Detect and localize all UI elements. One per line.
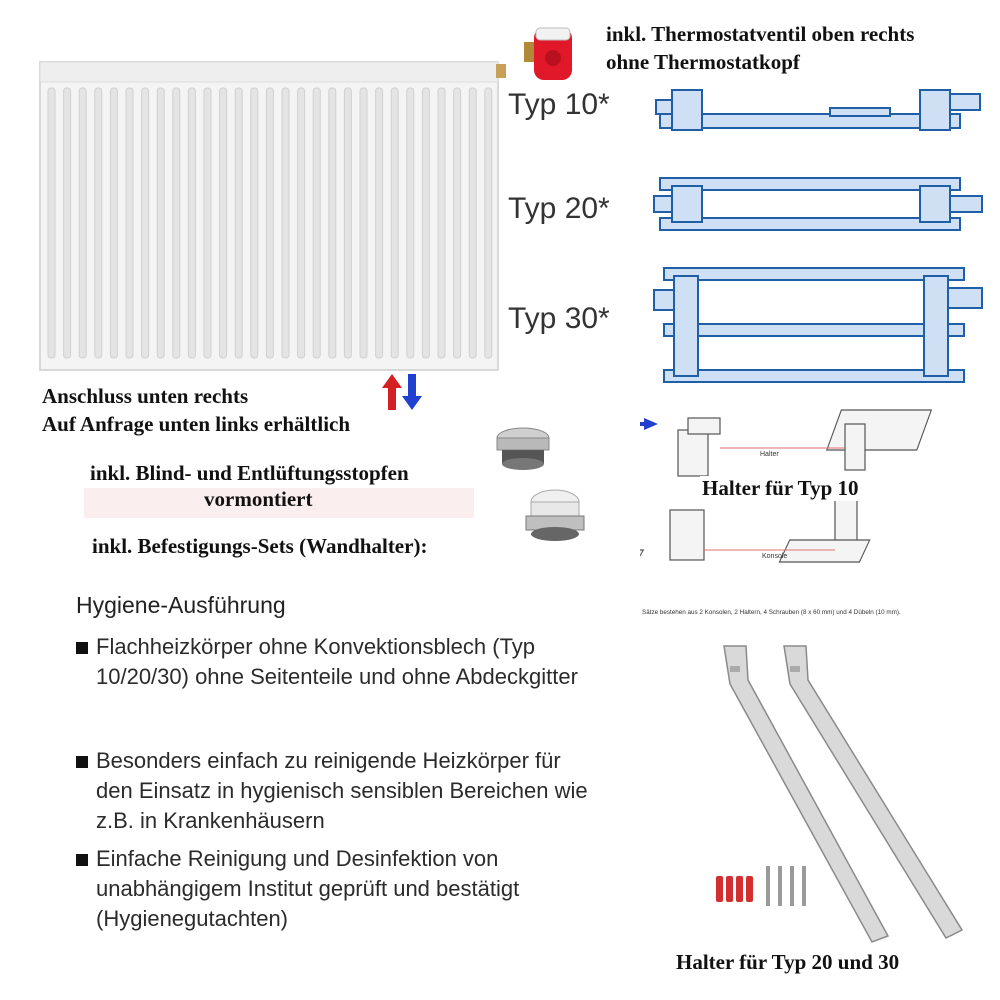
radiator-fin: [485, 88, 492, 358]
radiator-fin: [220, 88, 227, 358]
radiator-fin: [407, 88, 414, 358]
plugs-note-line2: vormontiert: [204, 487, 313, 511]
typ30-diagram: [650, 262, 990, 386]
radiator-fin: [64, 88, 71, 358]
blind-plug-image: [492, 424, 554, 472]
connection-arrows-icon: [380, 372, 428, 412]
radiator-fin: [48, 88, 55, 358]
plugs-note-line1: inkl. Blind- und Entlüftungsstopfen: [90, 461, 409, 485]
radiator-fin: [235, 88, 242, 358]
hygiene-bullet-3: Einfache Reinigung und Desinfektion von unabhängigem Institut geprüft und bestätigt (Hygienegutachten): [76, 844, 596, 934]
radiator-fin: [469, 88, 476, 358]
konsole-diagram-label: Konsole: [762, 553, 788, 560]
typ30-label: Typ 30*: [508, 302, 610, 335]
radiator-fin: [157, 88, 164, 358]
halter-diagram-label: Halter: [760, 451, 779, 458]
typ10-diagram: [650, 82, 990, 136]
radiator-fin: [204, 88, 211, 358]
radiator-fin: [376, 88, 383, 358]
typ10-label: Typ 10*: [508, 88, 610, 121]
radiator-fin: [126, 88, 133, 358]
bracket-diagram: [640, 400, 990, 620]
radiator-fin: [422, 88, 429, 358]
thermostat-note-line2: ohne Thermostatkopf: [606, 50, 800, 74]
radiator-fin: [110, 88, 117, 358]
connection-note-line1: Anschluss unten rechts: [42, 384, 249, 408]
radiator-image: [36, 58, 506, 378]
mounting-sets-note: inkl. Befestigungs-Sets (Wandhalter):: [92, 534, 428, 558]
hygiene-bullet-1: Flachheizkörper ohne Konvektionsblech (Typ 10/20/30) ohne Seitenteile und ohne Abdeckgitter: [76, 632, 596, 692]
radiator-fin: [313, 88, 320, 358]
radiator-fin: [251, 88, 258, 358]
bullet-square-icon: [76, 642, 88, 654]
radiator-fin: [95, 88, 102, 358]
radiator-fin: [298, 88, 305, 358]
radiator-fin: [142, 88, 149, 358]
bullet-square-icon: [76, 854, 88, 866]
long-brackets-image: [700, 640, 980, 950]
radiator-fin: [173, 88, 180, 358]
vent-plug-image: [520, 484, 590, 544]
typ20-label: Typ 20*: [508, 192, 610, 225]
radiator-fin: [344, 88, 351, 358]
radiator-fin: [188, 88, 195, 358]
radiator-fin: [391, 88, 398, 358]
halter-typ20-30-caption: Halter für Typ 20 und 30: [676, 950, 900, 974]
hygiene-bullet-2: Besonders einfach zu reinigende Heizkörper für den Einsatz in hygienisch sensiblen Bereichen wie z.B. in Krankenhäusern: [76, 746, 596, 836]
bullet-square-icon: [76, 756, 88, 768]
radiator-fin: [454, 88, 461, 358]
radiator-fin: [282, 88, 289, 358]
radiator-fin: [266, 88, 273, 358]
typ20-diagram: [650, 172, 990, 242]
halter-typ10-caption: Halter für Typ 10: [702, 476, 859, 500]
bracket-diagram-caption: Sätze bestehen aus 2 Konsolen, 2 Haltern, 4 Schrauben (8 x 60 mm) und 4 Dübeln (10 mm).: [642, 609, 901, 616]
thermostat-valve-image: [520, 22, 580, 92]
radiator-fin: [360, 88, 367, 358]
radiator-fin: [329, 88, 336, 358]
hygiene-title: Hygiene-Ausführung: [76, 592, 286, 618]
radiator-fin: [79, 88, 86, 358]
radiator-fin: [438, 88, 445, 358]
connection-note-line2: Auf Anfrage unten links erhältlich: [42, 412, 351, 436]
thermostat-note-line1: inkl. Thermostatventil oben rechts: [606, 22, 915, 46]
